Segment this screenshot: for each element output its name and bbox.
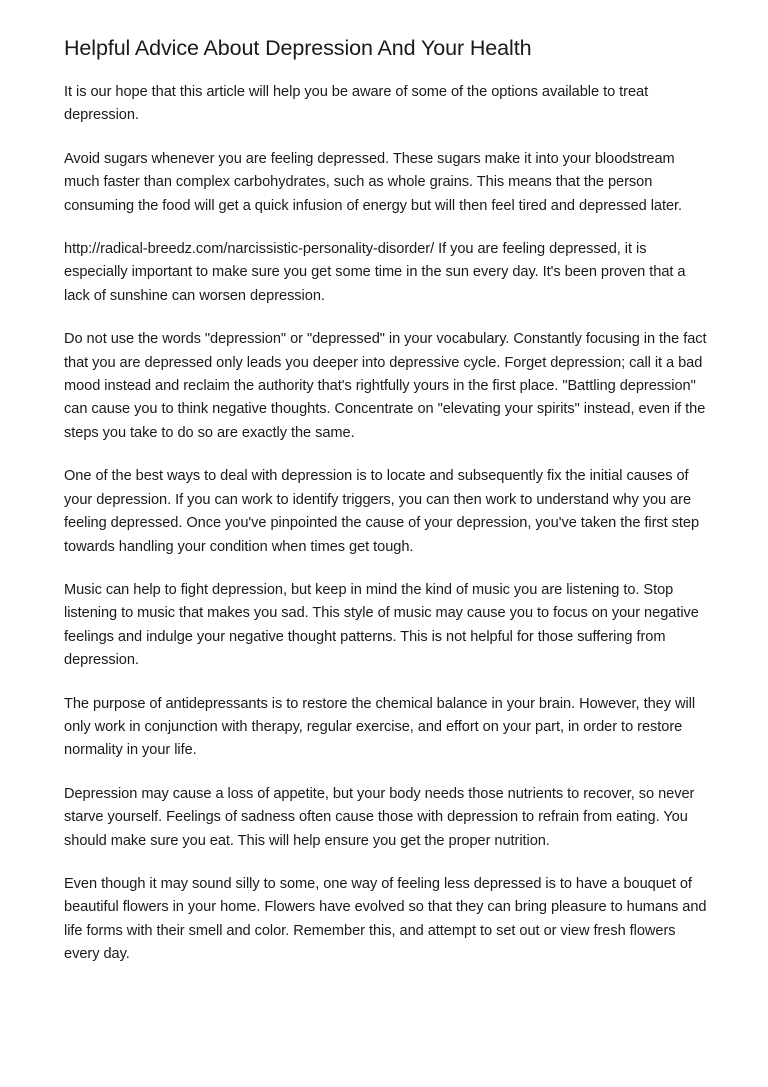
page-title: Helpful Advice About Depression And Your Health [64,36,532,60]
paragraph-antidepressants: The purpose of antidepressants is to restore the chemical balance in your brain. However, they will only work in conjunction with therapy, regular exercise, and effort on your part, in order to restore normality in your life. [64,695,696,759]
paragraph-vocabulary: Do not use the words "depression" or "depressed" in your vocabulary. Constantly focusing in the fact that you are depressed only leads you deeper into depressive cycle. Forget depression; call it a bad mood instead and reclaim the authority that's rightfully yours in the first place. "Battling depression" can cause you to think negative thoughts. Concentrate on "elevating your spirits" instead, even if the steps you take to do so are exactly the same. [64,331,707,441]
paragraph-music: Music can help to fight depression, but keep in mind the kind of music you are listening to. Stop listening to music that makes you sad. This style of music may cause you to focus on your negative feelings and indulge your negative thought patterns. This is not helpful for those suffering from depression. [64,581,699,669]
paragraph-causes: One of the best ways to deal with depression is to locate and subsequently fix the initial causes of your depression. If you can work to identify triggers, you can then work to understand why you are feeling depressed. Once you've pinpointed the cause of your depression, you've taken the first step towards handling your condition when times get tough. [64,468,700,555]
paragraph-sugars: Avoid sugars whenever you are feeling depressed. These sugars make it into your bloodstream much faster than complex carbohydrates, such as whole grains. This means that the person consuming the food will get a quick infusion of energy but will then feel tired and depressed later. [64,150,683,214]
paragraph-intro: It is our hope that this article will help you be aware of some of the options available to treat depression. [64,84,649,124]
paragraph-appetite: Depression may cause a loss of appetite, but your body needs those nutrients to recover, so never starve yourself. Feelings of sadness often cause those with depression to refrain from eating. You should make sure you eat. This will help ensure you get the proper nutrition. [64,785,695,849]
paragraph-flowers: Even though it may sound silly to some, one way of feeling less depressed is to have a bouquet of beautiful flowers in your home. Flowers have evolved so that they can bring pleasure to humans and life forms with their smell and color. Remember this, and attempt to set out or view fresh flowers every day. [64,875,707,963]
paragraph-sunshine: http://radical-breedz.com/narcissistic-personality-disorder/ If you are feeling depressed, it is especially important to make sure you get some time in the sun every day. It's been proven that a lack of sunshine can worsen depression. [64,241,686,304]
document-page [64,34,714,987]
